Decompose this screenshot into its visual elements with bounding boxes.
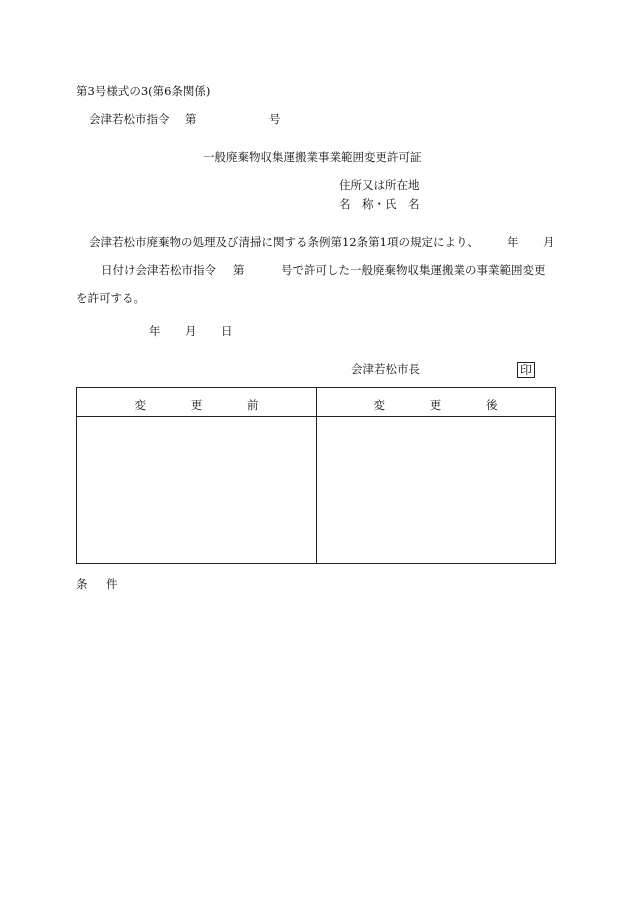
conditions-char-2: 件 [106, 577, 118, 591]
header-after-char-2: 更 [429, 398, 442, 412]
designation-go: 号 [269, 112, 281, 126]
header-before-char-3: 前 [247, 398, 259, 412]
header-after-char-1: 変 [373, 398, 385, 412]
designation-prefix: 会津若松市指令 [89, 112, 170, 126]
seal-label: 印 [517, 362, 535, 378]
body-line-3: を許可する。 [76, 291, 145, 305]
address-label: 住所又は所在地 [339, 178, 420, 192]
before-cell [77, 417, 316, 563]
body-line-2-end: 号で許可した一般廃棄物収集運搬業の事業範囲変更 [281, 263, 546, 277]
date-hi: 日 [221, 324, 233, 338]
form-number: 第3号様式の3(第6条関係) [76, 84, 211, 98]
document-title: 一般廃棄物収集運搬業事業範囲変更許可証 [203, 150, 422, 164]
header-before [77, 397, 316, 413]
after-cell [317, 417, 555, 563]
header-before-char-1: 変 [134, 398, 146, 412]
header-after [316, 397, 555, 413]
body-line-1: 会津若松市廃棄物の処理及び清掃に関する条例第12条第1項の規定により、 [89, 235, 479, 249]
header-after-char-3: 後 [486, 398, 498, 412]
seal-stamp [517, 362, 535, 378]
body-line-2-start: 日付け会津若松市指令 [101, 263, 216, 277]
body-nen-1: 年 [507, 235, 519, 249]
conditions-char-1: 条 [76, 577, 88, 591]
header-before-char-2: 更 [190, 398, 203, 412]
mayor-label: 会津若松市長 [351, 362, 420, 376]
date-tsuki: 月 [185, 324, 197, 338]
body-dai-2: 第 [233, 263, 245, 277]
body-tsuki-1: 月 [543, 235, 555, 249]
date-nen: 年 [149, 324, 161, 338]
designation-dai: 第 [185, 112, 197, 126]
change-table [76, 387, 556, 564]
name-label: 名 称・氏 名 [339, 197, 420, 211]
